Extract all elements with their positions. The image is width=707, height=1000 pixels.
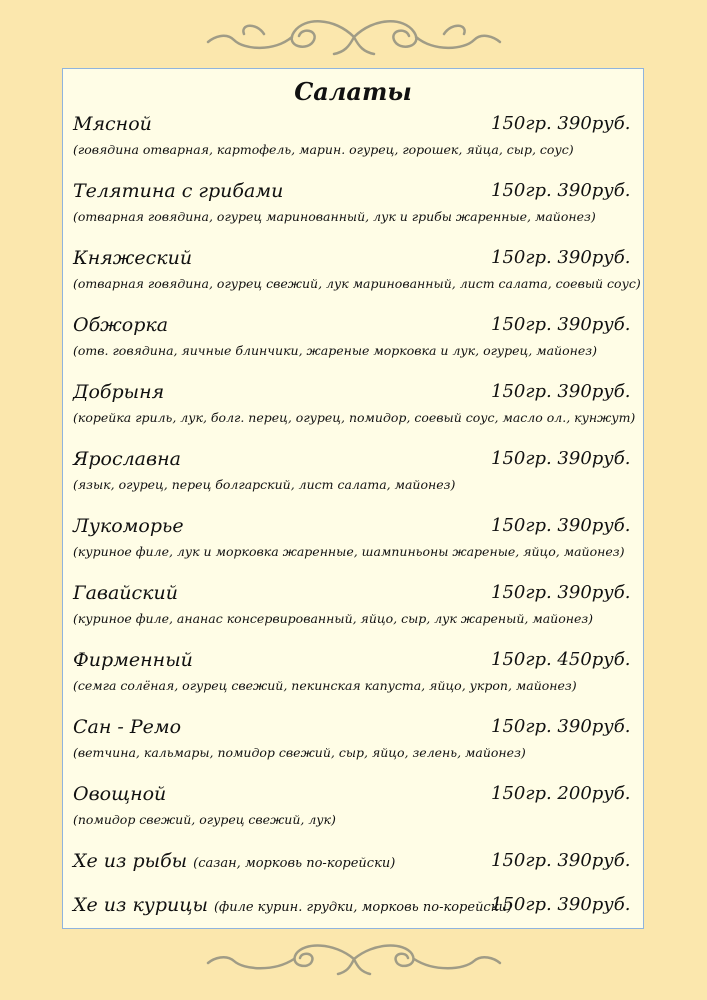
item-description: (куриное филе, лук и морковка жаренные, шампиньоны жареные, яйцо, майонез)	[73, 544, 625, 559]
menu-item	[73, 783, 633, 827]
item-name: Княжеский	[73, 247, 193, 269]
top-ornament-icon	[204, 12, 504, 62]
item-price: 150гр. 390руб.	[491, 850, 631, 871]
menu-item	[73, 716, 633, 760]
menu-item	[73, 515, 633, 559]
item-name: Лукоморье	[73, 515, 184, 537]
item-price: 150гр. 390руб.	[491, 180, 631, 201]
menu-item	[73, 894, 633, 920]
menu-item	[73, 850, 633, 876]
item-price: 150гр. 390руб.	[491, 314, 631, 335]
item-name: Фирменный	[73, 649, 193, 671]
menu-panel	[62, 68, 644, 929]
item-name: Хе из курицы (филе курин. грудки, морковь по-корейски)	[73, 894, 512, 916]
item-description: (отв. говядина, яичные блинчики, жареные морковка и лук, огурец, майонез)	[73, 343, 597, 358]
item-description: (семга солёная, огурец свежий, пекинская капуста, яйцо, укроп, майонез)	[73, 678, 577, 693]
item-description: (ветчина, кальмары, помидор свежий, сыр, яйцо, зелень, майонез)	[73, 745, 526, 760]
item-description: (язык, огурец, перец болгарский, лист салата, майонез)	[73, 477, 456, 492]
item-price: 150гр. 390руб.	[491, 113, 631, 134]
item-price: 150гр. 390руб.	[491, 894, 631, 915]
item-name: Ярославна	[73, 448, 181, 470]
item-name: Овощной	[73, 783, 167, 805]
item-price: 150гр. 390руб.	[491, 247, 631, 268]
item-name: Гавайский	[73, 582, 178, 604]
menu-item	[73, 582, 633, 626]
menu-item	[73, 448, 633, 492]
menu-item	[73, 247, 641, 291]
item-price: 150гр. 450руб.	[491, 649, 631, 670]
item-price: 150гр. 390руб.	[491, 381, 631, 402]
item-price: 150гр. 390руб.	[491, 582, 631, 603]
item-name: Добрыня	[73, 381, 165, 403]
item-price: 150гр. 390руб.	[491, 515, 631, 536]
item-description: (отварная говядина, огурец маринованный, лук и грибы жаренные, майонез)	[73, 209, 596, 224]
item-name: Телятина с грибами	[73, 180, 284, 202]
item-description: (куриное филе, ананас консервированный, яйцо, сыр, лук жареный, майонез)	[73, 611, 594, 626]
menu-item	[73, 314, 633, 358]
section-title: Салаты	[294, 77, 412, 106]
item-name: Сан - Ремо	[73, 716, 182, 738]
menu-item	[73, 180, 633, 224]
bottom-ornament-icon	[204, 934, 504, 984]
item-name: Хе из рыбы (сазан, морковь по-корейски)	[73, 850, 396, 872]
item-price: 150гр. 390руб.	[491, 716, 631, 737]
item-name: Мясной	[73, 113, 152, 135]
item-name: Обжорка	[73, 314, 169, 336]
item-description: (корейка гриль, лук, болг. перец, огурец, помидор, соевый соус, масло ол., кунжут)	[73, 410, 636, 425]
menu-item	[73, 381, 636, 425]
menu-item	[73, 649, 633, 693]
item-price: 150гр. 390руб.	[491, 448, 631, 469]
item-description: (говядина отварная, картофель, марин. огурец, горошек, яйца, сыр, соус)	[73, 142, 574, 157]
item-price: 150гр. 200руб.	[491, 783, 631, 804]
item-description: (помидор свежий, огурец свежий, лук)	[73, 812, 336, 827]
menu-item	[73, 113, 633, 157]
item-description: (отварная говядина, огурец свежий, лук маринованный, лист салата, соевый соус)	[73, 276, 641, 291]
